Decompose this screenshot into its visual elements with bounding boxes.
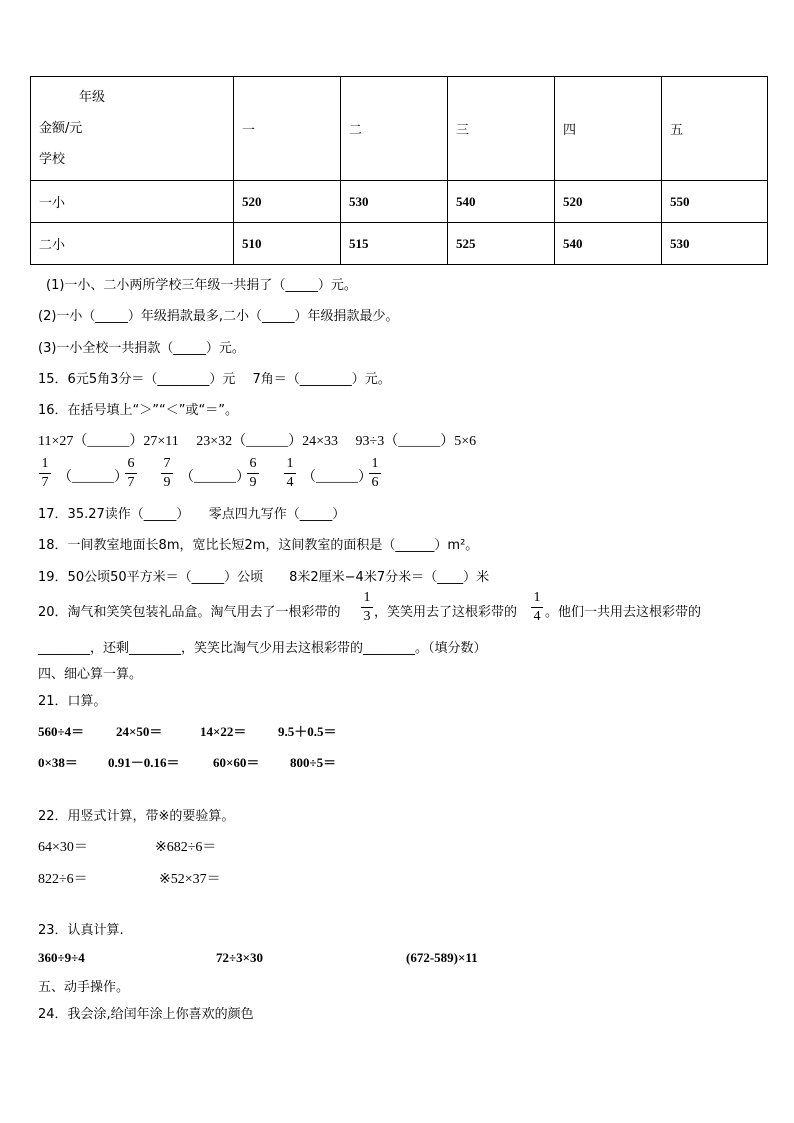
question-23: 23．认真计算. (38, 923, 124, 938)
question-20-part-c: 。他们一共用去这根彩带的 (545, 605, 702, 620)
oral-calc-item: 800÷5＝ (290, 755, 337, 770)
school-cell: 一小 (31, 181, 234, 223)
value-cell: 550 (662, 181, 768, 223)
question-part-1: (1)一小、二小两所学校三年级一共捐了（_____）元。 (46, 278, 357, 293)
fraction: 6 7 (124, 456, 138, 491)
oral-calc-item: 60×60＝ (213, 755, 260, 770)
value-cell: 530 (341, 181, 448, 223)
oral-calc-item: 9.5＋0.5＝ (278, 724, 337, 739)
grade-header-cell: 三 (448, 77, 555, 181)
table-header-row (31, 77, 768, 181)
question-15: 15．6元5角3分＝（________）元 7角＝（________）元。 (38, 372, 391, 387)
calc-item: 72÷3×30 (216, 950, 264, 965)
fraction: 1 6 (368, 456, 382, 491)
fraction: 6 9 (246, 456, 260, 491)
answer-blank[interactable]: （______） (58, 470, 128, 485)
vertical-calc-item: 822÷6＝ (38, 872, 88, 887)
school-cell: 二小 (31, 223, 234, 265)
fraction: 1 4 (283, 456, 297, 491)
fraction: 1 7 (38, 456, 52, 491)
value-cell: 540 (555, 223, 662, 265)
section-5-title: 五、动手操作。 (38, 980, 130, 995)
value-cell: 510 (234, 223, 341, 265)
answer-blank[interactable]: （______） (180, 470, 250, 485)
question-21: 21．口算。 (38, 694, 107, 709)
grade-header-cell: 二 (341, 77, 448, 181)
table-row (31, 181, 768, 223)
fraction: 1 4 (530, 590, 544, 625)
question-19: 19．50公顷50平方米＝（_____）公顷 8米2厘米−4米7分米＝（____）米 (38, 570, 490, 585)
question-18: 18．一间教室地面长8m，宽比长短2m，这间教室的面积是（______）m²。 (38, 538, 479, 553)
school-label: 学校 (39, 152, 66, 167)
value-cell: 530 (662, 223, 768, 265)
question-16-row-1: 11×27（______）27×11 23×32（______）24×33 93÷3（______）5×6 (38, 434, 477, 449)
vertical-calc-item: ※52×37＝ (159, 872, 221, 887)
grade-header-cell: 五 (662, 77, 768, 181)
calc-item: (672-589)×11 (406, 950, 478, 965)
fraction: 7 9 (160, 456, 174, 491)
question-20-part-b: ，笑笑用去了这根彩带的 (374, 605, 518, 620)
oral-calc-item: 560÷4＝ (38, 724, 85, 739)
grade-header-cell: 一 (234, 77, 341, 181)
value-cell: 525 (448, 223, 555, 265)
grade-header-cell: 四 (555, 77, 662, 181)
answer-blank[interactable]: （______） (302, 470, 372, 485)
question-17: 17．35.27读作（_____） 零点四九写作（_____） (38, 507, 346, 522)
oral-calc-item: 24×50＝ (116, 724, 163, 739)
calc-item: 360÷9÷4 (38, 950, 85, 965)
oral-calc-item: 0×38＝ (38, 755, 78, 770)
fraction: 1 3 (360, 590, 374, 625)
grade-label: 年级 (79, 90, 106, 105)
vertical-calc-item: 64×30＝ (38, 840, 88, 855)
value-cell: 520 (234, 181, 341, 223)
value-cell: 515 (341, 223, 448, 265)
section-4-title: 四、细心算一算。 (38, 667, 143, 682)
header-corner-cell (31, 77, 234, 181)
oral-calc-item: 0.91－0.16＝ (108, 755, 180, 770)
question-24: 24．我会涂,给闰年涂上你喜欢的颜色 (38, 1007, 254, 1022)
table-row (31, 223, 768, 265)
vertical-calc-item: ※682÷6＝ (155, 840, 217, 855)
donation-table (30, 76, 768, 265)
question-part-2: (2)一小（_____）年级捐款最多,二小（_____）年级捐款最少。 (38, 309, 399, 324)
question-22: 22．用竖式计算，带※的要验算。 (38, 809, 235, 824)
oral-calc-item: 14×22＝ (200, 724, 247, 739)
amount-label: 金额/元 (39, 121, 83, 136)
value-cell: 520 (555, 181, 662, 223)
question-16: 16．在括号填上“＞”“＜”或“＝”。 (38, 403, 238, 418)
question-20-line-2: ________，还剩________，笑笑比淘气少用去这根彩带的________。（填分数） (38, 641, 487, 656)
question-20-part-a: 20．淘气和笑笑包装礼品盒。淘气用去了一根彩带的 (38, 605, 341, 620)
value-cell: 540 (448, 181, 555, 223)
question-part-3: (3)一小全校一共捐款（_____）元。 (38, 341, 245, 356)
